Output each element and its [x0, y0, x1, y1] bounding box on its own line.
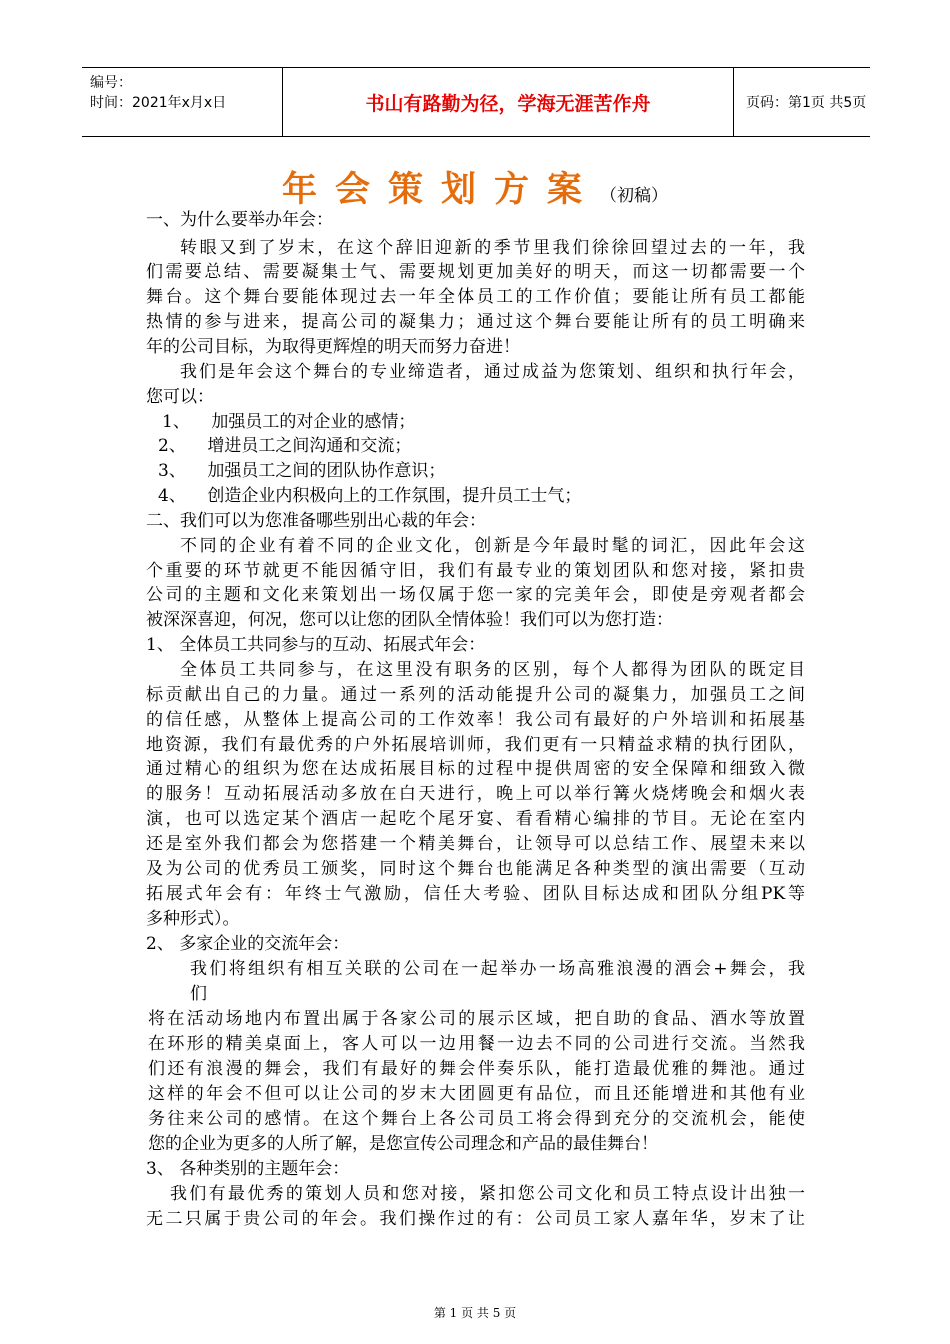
- doc-number-label: 编号：: [90, 75, 132, 91]
- list-item: 2、 增进员工之间沟通和交流；: [158, 436, 412, 456]
- paragraph-line: 们需要总结、需要凝集士气、需要规划更加美好的明天，而这一切都需要一个: [146, 262, 805, 282]
- paragraph-line: 我们是年会这个舞台的专业缔造者，通过成益为您策划、组织和执行年会，: [180, 362, 805, 382]
- paragraph-line: 务往来公司的感情。在这个舞台上各公司员工将会得到充分的交流机会，能使: [148, 1109, 805, 1129]
- paragraph-line: 无二只属于贵公司的年会。我们操作过的有：公司员工家人嘉年华，岁末了让: [146, 1209, 805, 1229]
- paragraph-line: 的服务！互动拓展活动多放在白天进行，晚上可以举行篝火烧烤晚会和烟火表: [146, 784, 805, 804]
- header-meta-cell: [82, 68, 282, 136]
- paragraph-line: 们还有浪漫的舞会，我们有最好的舞会伴奏乐队，能打造最优雅的舞池。通过: [148, 1059, 805, 1079]
- paragraph-line: 不同的企业有着不同的企业文化，创新是今年最时髦的词汇，因此年会这: [180, 536, 805, 556]
- motto-text: 书山有路勤为径，学海无涯苦作舟: [365, 92, 651, 115]
- paragraph-line: 全体员工共同参与，在这里没有职务的区别，每个人都得为团队的既定目: [180, 660, 805, 680]
- subheading: 1、 全体员工共同参与的互动、拓展式年会：: [146, 635, 486, 655]
- title-sub: （初稿）: [600, 186, 668, 206]
- document-header: [82, 67, 870, 137]
- paragraph-line: 还是室外我们都会为您搭建一个精美舞台，让领导可以总结工作、展望未来以: [146, 834, 805, 854]
- title-main: 年会策划方案: [281, 170, 600, 210]
- paragraph-line: 在环形的精美桌面上，客人可以一边用餐一边去不同的公司进行交流。当然我: [148, 1034, 805, 1054]
- paragraph-line: 多种形式）。: [146, 909, 240, 929]
- paragraph-line: 地资源，我们有最优秀的户外拓展培训师，我们更有一只精益求精的执行团队，: [146, 735, 805, 755]
- paragraph-line: 及为公司的优秀员工颁奖，同时这个舞台也能满足各种类型的演出需要（互动: [146, 859, 805, 879]
- paragraph-line: 个重要的环节就更不能因循守旧，我们有最专业的策划团队和您对接，紧扣贵: [146, 561, 805, 581]
- paragraph-line: 标贡献出自己的力量。通过一系列的活动能提升公司的凝集力，加强员工之间: [146, 685, 805, 705]
- paragraph-line: 被深深喜迎，何况，您可以让您的团队全情体验！我们可以为您打造：: [146, 610, 673, 630]
- list-item: 4、 创造企业内积极向上的工作氛围，提升员工士气；: [158, 486, 582, 506]
- subheading: 3、 各种类别的主题年会：: [146, 1159, 350, 1179]
- paragraph-line: 通过精心的组织为您在达成拓展目标的过程中提供周密的安全保障和细致入微: [146, 759, 805, 779]
- paragraph-line: 拓展式年会有：年终士气激励，信任大考验、团队目标达成和团队分组PK等: [146, 884, 805, 904]
- doc-time-label: 时间：2021年x月x日: [90, 95, 227, 111]
- paragraph-line: 舞台。这个舞台要能体现过去一年全体员工的工作价值；要能让所有员工都能: [146, 287, 805, 307]
- heading-1: 一、为什么要举办年会：: [146, 210, 333, 230]
- heading-2: 二、我们可以为您准备哪些别出心裁的年会：: [146, 511, 486, 531]
- list-item: 3、 加强员工之间的团队协作意识；: [158, 461, 446, 481]
- paragraph-line: 您可以：: [146, 387, 214, 407]
- header-motto-cell: [282, 68, 734, 136]
- header-page-cell: [732, 68, 870, 136]
- list-item: 1、 加强员工的对企业的感情；: [162, 412, 416, 432]
- paragraph-line: 们: [190, 984, 207, 1004]
- paragraph-line: 热情的参与进来，提高公司的凝集力；通过这个舞台要能让所有的员工明确来: [146, 312, 805, 332]
- paragraph-line: 公司的主题和文化来策划出一场仅属于您一家的完美年会，即使是旁观者都会: [146, 585, 805, 605]
- paragraph-line: 我们有最优秀的策划人员和您对接，紧扣您公司文化和员工特点设计出独一: [170, 1184, 805, 1204]
- document-title: [0, 162, 950, 212]
- paragraph-line: 的信任感，从整体上提高公司的工作效率！我公司有最好的户外培训和拓展基: [146, 710, 805, 730]
- subheading: 2、 多家企业的交流年会：: [146, 934, 350, 954]
- paragraph-line: 您的企业为更多的人所了解，是您宣传公司理念和产品的最佳舞台！: [148, 1134, 658, 1154]
- paragraph-line: 我们将组织有相互关联的公司在一起举办一场高雅浪漫的酒会+舞会，我: [190, 959, 805, 979]
- paragraph-line: 年的公司目标，为取得更辉煌的明天而努力奋进！: [146, 337, 520, 357]
- paragraph-line: 转眼又到了岁末，在这个辞旧迎新的季节里我们徐徐回望过去的一年，我: [180, 238, 805, 258]
- paragraph-line: 演，也可以选定某个酒店一起吃个尾牙宴、看看精心编排的节目。无论在室内: [146, 809, 805, 829]
- paragraph-line: 将在活动场地内布置出属于各家公司的展示区域，把自助的食品、酒水等放置: [148, 1009, 805, 1029]
- paragraph-line: 这样的年会不但可以让公司的岁末大团圆更有品位，而且还能增进和其他有业: [148, 1084, 805, 1104]
- page-info: 页码：第1页 共5页: [746, 95, 867, 111]
- page-footer: 第 1 页 共 5 页: [433, 1306, 517, 1320]
